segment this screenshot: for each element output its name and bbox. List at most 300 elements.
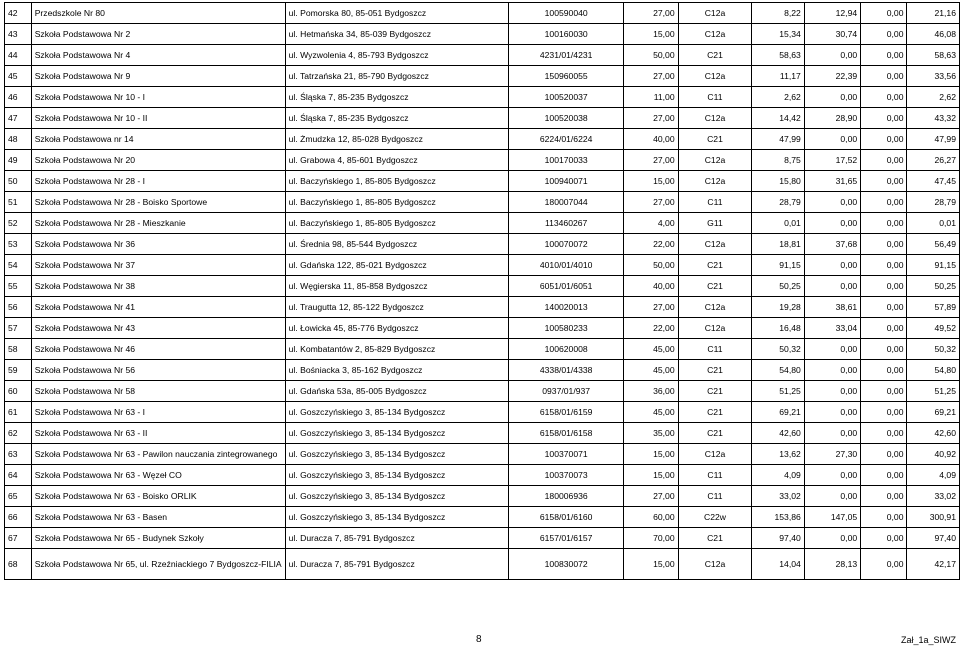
cell-value-total: 26,27 [907,150,960,171]
cell-contracted-power: 45,00 [624,360,678,381]
cell-facility-name: Szkoła Podstawowa Nr 63 - Węzeł CO [31,465,285,486]
cell-ppe-number: 6224/01/6224 [508,129,623,150]
cell-contracted-power: 15,00 [624,444,678,465]
cell-tariff-group: C12a [678,24,752,45]
cell-facility-name: Przedszkole Nr 80 [31,3,285,24]
cell-address: ul. Średnia 98, 85-544 Bydgoszcz [285,234,508,255]
cell-value-total: 40,92 [907,444,960,465]
cell-value-2: 27,30 [804,444,860,465]
cell-value-3: 0,00 [861,3,907,24]
cell-facility-name: Szkoła Podstawowa Nr 63 - Boisko ORLIK [31,486,285,507]
cell-address: ul. Tatrzańska 21, 85-790 Bydgoszcz [285,66,508,87]
table-row [5,45,960,66]
cell-value-3: 0,00 [861,339,907,360]
cell-value-2: 0,00 [804,192,860,213]
cell-tariff-group: C12a [678,3,752,24]
cell-contracted-power: 50,00 [624,45,678,66]
cell-address: ul. Baczyńskiego 1, 85-805 Bydgoszcz [285,213,508,234]
cell-address: ul. Goszczyńskiego 3, 85-134 Bydgoszcz [285,423,508,444]
cell-value-2: 33,04 [804,318,860,339]
cell-value-3: 0,00 [861,234,907,255]
cell-value-1: 69,21 [752,402,804,423]
table-row [5,465,960,486]
cell-value-3: 0,00 [861,255,907,276]
cell-contracted-power: 40,00 [624,276,678,297]
table-row [5,486,960,507]
installations-table [4,2,960,580]
cell-value-3: 0,00 [861,108,907,129]
cell-address: ul. Śląska 7, 85-235 Bydgoszcz [285,108,508,129]
cell-tariff-group: C21 [678,129,752,150]
cell-facility-name: Szkoła Podstawowa Nr 28 - Boisko Sportowe [31,192,285,213]
table-row [5,129,960,150]
cell-ppe-number: 6051/01/6051 [508,276,623,297]
cell-ppe-number: 100520038 [508,108,623,129]
cell-facility-name: Szkoła Podstawowa Nr 63 - II [31,423,285,444]
cell-value-total: 33,56 [907,66,960,87]
cell-contracted-power: 11,00 [624,87,678,108]
cell-facility-name: Szkoła Podstawowa Nr 36 [31,234,285,255]
cell-ppe-number: 100370071 [508,444,623,465]
cell-contracted-power: 4,00 [624,213,678,234]
cell-value-total: 46,08 [907,24,960,45]
cell-ppe-number: 113460267 [508,213,623,234]
cell-address: ul. Śląska 7, 85-235 Bydgoszcz [285,87,508,108]
cell-value-3: 0,00 [861,444,907,465]
cell-address: ul. Grabowa 4, 85-601 Bydgoszcz [285,150,508,171]
cell-row-number: 57 [5,318,32,339]
cell-value-2: 28,13 [804,549,860,580]
cell-ppe-number: 100940071 [508,171,623,192]
table-row [5,276,960,297]
cell-facility-name: Szkoła Podstawowa Nr 63 - Pawilon nauczania zintegrowanego [31,444,285,465]
cell-value-3: 0,00 [861,465,907,486]
cell-facility-name: Szkoła Podstawowa Nr 56 [31,360,285,381]
cell-value-1: 0,01 [752,213,804,234]
cell-ppe-number: 6157/01/6157 [508,528,623,549]
cell-value-total: 2,62 [907,87,960,108]
cell-address: ul. Goszczyńskiego 3, 85-134 Bydgoszcz [285,444,508,465]
cell-value-1: 47,99 [752,129,804,150]
table-row [5,255,960,276]
cell-value-1: 18,81 [752,234,804,255]
cell-ppe-number: 100170033 [508,150,623,171]
table-row [5,423,960,444]
cell-row-number: 65 [5,486,32,507]
cell-value-total: 47,45 [907,171,960,192]
table-row [5,381,960,402]
cell-facility-name: Szkoła Podstawowa Nr 58 [31,381,285,402]
cell-contracted-power: 27,00 [624,486,678,507]
cell-ppe-number: 6158/01/6159 [508,402,623,423]
table-row [5,171,960,192]
cell-contracted-power: 27,00 [624,66,678,87]
table-row [5,297,960,318]
cell-value-1: 16,48 [752,318,804,339]
cell-value-3: 0,00 [861,213,907,234]
cell-value-3: 0,00 [861,45,907,66]
cell-address: ul. Pomorska 80, 85-051 Bydgoszcz [285,3,508,24]
cell-value-2: 0,00 [804,423,860,444]
table-row [5,192,960,213]
cell-tariff-group: C12a [678,549,752,580]
page-number: 8 [476,634,482,645]
cell-value-3: 0,00 [861,507,907,528]
cell-value-total: 49,52 [907,318,960,339]
cell-ppe-number: 4338/01/4338 [508,360,623,381]
cell-value-1: 15,80 [752,171,804,192]
cell-value-1: 58,63 [752,45,804,66]
cell-value-3: 0,00 [861,549,907,580]
cell-row-number: 51 [5,192,32,213]
cell-value-1: 28,79 [752,192,804,213]
cell-contracted-power: 15,00 [624,549,678,580]
cell-row-number: 60 [5,381,32,402]
cell-facility-name: Szkoła Podstawowa Nr 38 [31,276,285,297]
cell-ppe-number: 6158/01/6158 [508,423,623,444]
cell-facility-name: Szkoła Podstawowa Nr 63 - Basen [31,507,285,528]
cell-value-total: 97,40 [907,528,960,549]
cell-tariff-group: C12a [678,171,752,192]
cell-tariff-group: C11 [678,486,752,507]
table-row [5,360,960,381]
cell-ppe-number: 100830072 [508,549,623,580]
cell-facility-name: Szkoła Podstawowa nr 14 [31,129,285,150]
cell-contracted-power: 27,00 [624,108,678,129]
table-row [5,318,960,339]
cell-value-1: 50,25 [752,276,804,297]
cell-value-3: 0,00 [861,276,907,297]
cell-facility-name: Szkoła Podstawowa Nr 46 [31,339,285,360]
cell-value-2: 0,00 [804,360,860,381]
cell-value-3: 0,00 [861,318,907,339]
cell-contracted-power: 15,00 [624,24,678,45]
cell-contracted-power: 27,00 [624,297,678,318]
table-row [5,87,960,108]
cell-tariff-group: C21 [678,276,752,297]
cell-tariff-group: C12a [678,297,752,318]
cell-row-number: 49 [5,150,32,171]
cell-facility-name: Szkoła Podstawowa Nr 65 - Budynek Szkoły [31,528,285,549]
cell-value-total: 50,32 [907,339,960,360]
cell-ppe-number: 180007044 [508,192,623,213]
cell-address: ul. Gdańska 122, 85-021 Bydgoszcz [285,255,508,276]
cell-value-3: 0,00 [861,129,907,150]
cell-contracted-power: 40,00 [624,129,678,150]
cell-ppe-number: 100590040 [508,3,623,24]
cell-tariff-group: C11 [678,87,752,108]
cell-value-3: 0,00 [861,360,907,381]
cell-ppe-number: 100160030 [508,24,623,45]
cell-value-2: 0,00 [804,528,860,549]
cell-contracted-power: 15,00 [624,465,678,486]
cell-tariff-group: C11 [678,465,752,486]
cell-contracted-power: 27,00 [624,3,678,24]
cell-row-number: 54 [5,255,32,276]
cell-facility-name: Szkoła Podstawowa Nr 9 [31,66,285,87]
cell-address: ul. Żmudzka 12, 85-028 Bydgoszcz [285,129,508,150]
cell-value-total: 33,02 [907,486,960,507]
cell-ppe-number: 180006936 [508,486,623,507]
cell-value-2: 28,90 [804,108,860,129]
cell-facility-name: Szkoła Podstawowa Nr 65, ul. Rzeźniackiego 7 Bydgoszcz-FILIA [31,549,285,580]
cell-value-3: 0,00 [861,486,907,507]
cell-row-number: 59 [5,360,32,381]
cell-value-1: 33,02 [752,486,804,507]
cell-ppe-number: 4231/01/4231 [508,45,623,66]
cell-contracted-power: 60,00 [624,507,678,528]
table-row [5,213,960,234]
cell-value-1: 97,40 [752,528,804,549]
cell-value-2: 12,94 [804,3,860,24]
cell-row-number: 56 [5,297,32,318]
cell-value-total: 58,63 [907,45,960,66]
cell-address: ul. Goszczyńskiego 3, 85-134 Bydgoszcz [285,402,508,423]
cell-row-number: 44 [5,45,32,66]
cell-value-3: 0,00 [861,150,907,171]
cell-value-2: 0,00 [804,87,860,108]
cell-tariff-group: C21 [678,528,752,549]
cell-row-number: 50 [5,171,32,192]
cell-tariff-group: C21 [678,423,752,444]
cell-address: ul. Gdańska 53a, 85-005 Bydgoszcz [285,381,508,402]
cell-value-total: 43,32 [907,108,960,129]
table-row [5,339,960,360]
cell-contracted-power: 15,00 [624,171,678,192]
cell-row-number: 68 [5,549,32,580]
cell-row-number: 67 [5,528,32,549]
cell-value-1: 14,04 [752,549,804,580]
cell-value-total: 42,17 [907,549,960,580]
cell-row-number: 48 [5,129,32,150]
table-row [5,528,960,549]
document-code: Zał_1a_SIWZ [900,635,956,645]
cell-value-1: 19,28 [752,297,804,318]
cell-value-2: 37,68 [804,234,860,255]
cell-row-number: 61 [5,402,32,423]
cell-ppe-number: 100370073 [508,465,623,486]
cell-address: ul. Bośniacka 3, 85-162 Bydgoszcz [285,360,508,381]
cell-row-number: 55 [5,276,32,297]
cell-tariff-group: C12a [678,150,752,171]
cell-ppe-number: 6158/01/6160 [508,507,623,528]
cell-value-3: 0,00 [861,402,907,423]
cell-value-3: 0,00 [861,192,907,213]
cell-value-2: 0,00 [804,381,860,402]
cell-facility-name: Szkoła Podstawowa Nr 2 [31,24,285,45]
cell-value-1: 11,17 [752,66,804,87]
cell-tariff-group: C21 [678,45,752,66]
cell-address: ul. Kombatantów 2, 85-829 Bydgoszcz [285,339,508,360]
cell-value-1: 54,80 [752,360,804,381]
cell-facility-name: Szkoła Podstawowa Nr 37 [31,255,285,276]
cell-value-2: 0,00 [804,402,860,423]
cell-tariff-group: C21 [678,381,752,402]
cell-value-2: 0,00 [804,255,860,276]
cell-tariff-group: C21 [678,255,752,276]
cell-value-1: 50,32 [752,339,804,360]
cell-value-2: 0,00 [804,486,860,507]
cell-tariff-group: C12a [678,66,752,87]
cell-value-1: 8,75 [752,150,804,171]
cell-contracted-power: 70,00 [624,528,678,549]
cell-value-3: 0,00 [861,381,907,402]
cell-address: ul. Goszczyńskiego 3, 85-134 Bydgoszcz [285,507,508,528]
cell-facility-name: Szkoła Podstawowa Nr 28 - I [31,171,285,192]
cell-value-3: 0,00 [861,24,907,45]
cell-tariff-group: C21 [678,360,752,381]
table-row [5,402,960,423]
cell-contracted-power: 27,00 [624,150,678,171]
cell-value-3: 0,00 [861,528,907,549]
cell-ppe-number: 100520037 [508,87,623,108]
cell-value-1: 8,22 [752,3,804,24]
cell-value-total: 50,25 [907,276,960,297]
cell-facility-name: Szkoła Podstawowa Nr 63 - I [31,402,285,423]
cell-tariff-group: C12a [678,234,752,255]
cell-address: ul. Traugutta 12, 85-122 Bydgoszcz [285,297,508,318]
table-row [5,507,960,528]
cell-address: ul. Hetmańska 34, 85-039 Bydgoszcz [285,24,508,45]
cell-value-2: 0,00 [804,465,860,486]
cell-value-1: 2,62 [752,87,804,108]
cell-value-3: 0,00 [861,87,907,108]
cell-value-2: 0,00 [804,129,860,150]
cell-value-1: 13,62 [752,444,804,465]
cell-row-number: 46 [5,87,32,108]
cell-value-total: 54,80 [907,360,960,381]
table-row [5,3,960,24]
cell-row-number: 53 [5,234,32,255]
cell-tariff-group: C12a [678,444,752,465]
cell-row-number: 45 [5,66,32,87]
cell-tariff-group: G11 [678,213,752,234]
cell-contracted-power: 22,00 [624,234,678,255]
cell-value-1: 153,86 [752,507,804,528]
cell-address: ul. Wyzwolenia 4, 85-793 Bydgoszcz [285,45,508,66]
cell-value-2: 0,00 [804,45,860,66]
cell-value-total: 300,91 [907,507,960,528]
table-row [5,444,960,465]
cell-ppe-number: 4010/01/4010 [508,255,623,276]
cell-ppe-number: 100620008 [508,339,623,360]
cell-value-3: 0,00 [861,423,907,444]
table-row [5,150,960,171]
cell-contracted-power: 35,00 [624,423,678,444]
table-row [5,549,960,580]
table-row [5,108,960,129]
cell-value-1: 15,34 [752,24,804,45]
cell-row-number: 66 [5,507,32,528]
cell-value-2: 30,74 [804,24,860,45]
cell-value-2: 0,00 [804,213,860,234]
cell-ppe-number: 150960055 [508,66,623,87]
cell-tariff-group: C11 [678,339,752,360]
cell-value-1: 14,42 [752,108,804,129]
cell-value-total: 4,09 [907,465,960,486]
cell-facility-name: Szkoła Podstawowa Nr 43 [31,318,285,339]
cell-value-3: 0,00 [861,66,907,87]
cell-ppe-number: 100580233 [508,318,623,339]
cell-address: ul. Baczyńskiego 1, 85-805 Bydgoszcz [285,192,508,213]
cell-value-total: 91,15 [907,255,960,276]
cell-contracted-power: 45,00 [624,339,678,360]
table-body [5,3,960,580]
cell-row-number: 47 [5,108,32,129]
cell-value-3: 0,00 [861,297,907,318]
cell-contracted-power: 45,00 [624,402,678,423]
cell-value-2: 38,61 [804,297,860,318]
cell-value-2: 31,65 [804,171,860,192]
cell-row-number: 42 [5,3,32,24]
cell-ppe-number: 0937/01/937 [508,381,623,402]
cell-value-2: 17,52 [804,150,860,171]
cell-value-1: 42,60 [752,423,804,444]
cell-facility-name: Szkoła Podstawowa Nr 41 [31,297,285,318]
table-row [5,66,960,87]
cell-row-number: 58 [5,339,32,360]
cell-value-2: 147,05 [804,507,860,528]
cell-contracted-power: 50,00 [624,255,678,276]
cell-address: ul. Węgierska 11, 85-858 Bydgoszcz [285,276,508,297]
cell-facility-name: Szkoła Podstawowa Nr 4 [31,45,285,66]
cell-ppe-number: 100070072 [508,234,623,255]
cell-value-2: 0,00 [804,339,860,360]
cell-value-1: 51,25 [752,381,804,402]
cell-row-number: 64 [5,465,32,486]
cell-value-total: 51,25 [907,381,960,402]
cell-address: ul. Duracza 7, 85-791 Bydgoszcz [285,549,508,580]
cell-facility-name: Szkoła Podstawowa Nr 10 - II [31,108,285,129]
table-row [5,24,960,45]
cell-tariff-group: C21 [678,402,752,423]
cell-value-total: 57,89 [907,297,960,318]
table-row [5,234,960,255]
cell-tariff-group: C11 [678,192,752,213]
cell-row-number: 63 [5,444,32,465]
cell-tariff-group: C12a [678,108,752,129]
cell-contracted-power: 22,00 [624,318,678,339]
cell-facility-name: Szkoła Podstawowa Nr 10 - I [31,87,285,108]
cell-facility-name: Szkoła Podstawowa Nr 20 [31,150,285,171]
cell-value-total: 0,01 [907,213,960,234]
cell-value-3: 0,00 [861,171,907,192]
cell-ppe-number: 140020013 [508,297,623,318]
cell-value-2: 0,00 [804,276,860,297]
cell-contracted-power: 36,00 [624,381,678,402]
cell-tariff-group: C22w [678,507,752,528]
cell-tariff-group: C12a [678,318,752,339]
cell-row-number: 43 [5,24,32,45]
cell-value-total: 47,99 [907,129,960,150]
cell-value-total: 28,79 [907,192,960,213]
cell-contracted-power: 27,00 [624,192,678,213]
cell-value-2: 22,39 [804,66,860,87]
cell-value-1: 4,09 [752,465,804,486]
cell-facility-name: Szkoła Podstawowa Nr 28 - Mieszkanie [31,213,285,234]
cell-row-number: 52 [5,213,32,234]
cell-value-total: 69,21 [907,402,960,423]
cell-value-total: 42,60 [907,423,960,444]
cell-row-number: 62 [5,423,32,444]
cell-address: ul. Łowicka 45, 85-776 Bydgoszcz [285,318,508,339]
cell-address: ul. Baczyńskiego 1, 85-805 Bydgoszcz [285,171,508,192]
cell-value-1: 91,15 [752,255,804,276]
cell-address: ul. Goszczyńskiego 3, 85-134 Bydgoszcz [285,465,508,486]
cell-address: ul. Duracza 7, 85-791 Bydgoszcz [285,528,508,549]
cell-value-total: 56,49 [907,234,960,255]
cell-value-total: 21,16 [907,3,960,24]
